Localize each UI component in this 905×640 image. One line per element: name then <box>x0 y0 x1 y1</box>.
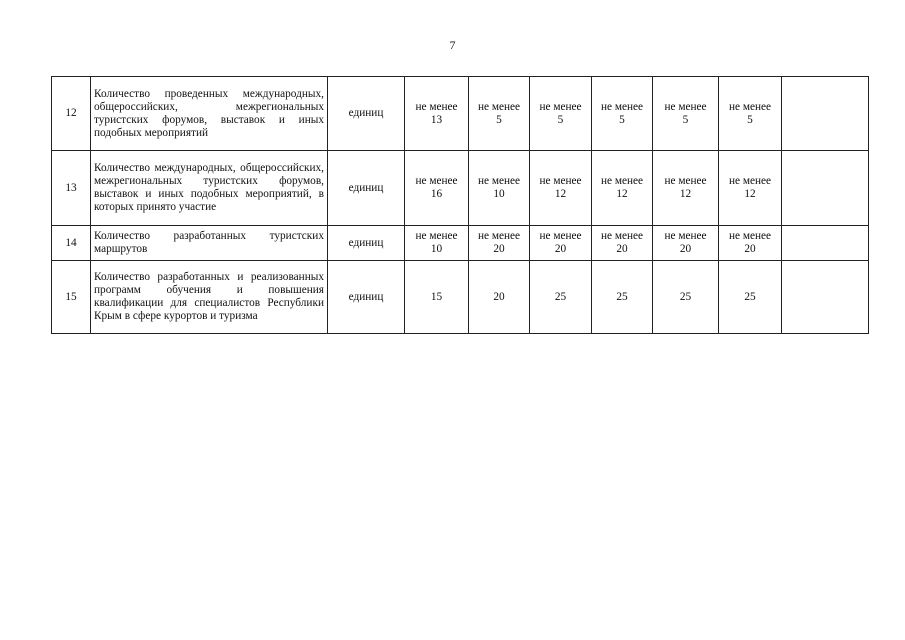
value-prefix: не менее <box>539 230 582 242</box>
value-cell <box>530 261 592 334</box>
value-cell <box>530 151 592 226</box>
value-cell <box>719 77 782 151</box>
table-row <box>52 77 869 151</box>
value-number: 20 <box>493 243 505 255</box>
value-cell <box>469 261 530 334</box>
value-cell <box>719 226 782 261</box>
note-cell <box>782 226 869 261</box>
value-cell <box>592 261 653 334</box>
value-cell <box>405 77 469 151</box>
value-number: 5 <box>682 113 689 126</box>
table-row <box>52 151 869 226</box>
value-number: 20 <box>554 243 567 255</box>
value-cell <box>530 226 592 261</box>
row-number: 15 <box>52 261 91 334</box>
value-number: 25 <box>554 290 567 303</box>
value-prefix: не менее <box>539 100 582 113</box>
value-cell <box>592 77 653 151</box>
value-number: 25 <box>616 290 628 303</box>
value-cell <box>719 261 782 334</box>
value-number: 5 <box>557 113 564 126</box>
value-cell <box>719 151 782 226</box>
value-prefix: не менее <box>539 175 582 187</box>
value-number: 10 <box>430 243 443 255</box>
value-prefix: не менее <box>600 175 644 187</box>
value-number: 12 <box>744 188 756 200</box>
value-cell <box>405 261 469 334</box>
value-cell <box>469 151 530 226</box>
value-prefix: не менее <box>477 230 521 242</box>
value-number: 12 <box>554 188 567 200</box>
value-number: 13 <box>430 113 443 126</box>
value-number: 5 <box>496 113 502 126</box>
table-row <box>52 226 869 261</box>
value-prefix: не менее <box>664 230 707 242</box>
value-prefix: не менее <box>664 100 707 113</box>
value-prefix: не менее <box>415 100 458 113</box>
unit-cell: единиц <box>328 77 405 151</box>
value-prefix: не менее <box>477 100 521 113</box>
indicator-name: Количество разработанных и реализованных программ обучения и повышения квалификации для специалистов Республики Крым в сфере курортов и туризма <box>91 261 328 334</box>
value-prefix: не менее <box>415 175 458 187</box>
value-number: 20 <box>744 243 756 255</box>
value-number: 20 <box>493 290 505 303</box>
value-cell <box>653 151 719 226</box>
value-number: 12 <box>616 188 628 200</box>
value-prefix: не менее <box>664 175 707 187</box>
value-number: 20 <box>679 243 692 255</box>
value-number: 5 <box>619 113 625 126</box>
value-cell <box>653 261 719 334</box>
value-number: 20 <box>616 243 628 255</box>
row-number: 14 <box>52 226 91 261</box>
value-cell <box>592 151 653 226</box>
value-prefix: не менее <box>415 230 458 242</box>
indicator-name: Количество разработанных туристских маршрутов <box>91 226 328 261</box>
value-number: 25 <box>679 290 692 303</box>
value-prefix: не менее <box>477 175 521 187</box>
value-number: 15 <box>430 290 443 303</box>
indicator-name: Количество международных, общероссийских, межрегиональных туристских форумов, выставок и иных подобных мероприятий, в которых принято участие <box>91 151 328 226</box>
note-cell <box>782 77 869 151</box>
value-cell <box>592 226 653 261</box>
unit-cell: единиц <box>328 226 405 261</box>
value-prefix: не менее <box>728 175 772 187</box>
note-cell <box>782 151 869 226</box>
value-cell <box>469 77 530 151</box>
value-cell <box>653 226 719 261</box>
row-number: 13 <box>52 151 91 226</box>
page-number: 7 <box>449 38 456 52</box>
value-number: 10 <box>493 188 505 200</box>
value-cell <box>405 151 469 226</box>
unit-cell: единиц <box>328 261 405 334</box>
value-prefix: не менее <box>600 100 644 113</box>
value-cell <box>530 77 592 151</box>
value-prefix: не менее <box>728 230 772 242</box>
value-cell <box>469 226 530 261</box>
table-row <box>52 261 869 334</box>
row-number: 12 <box>52 77 91 151</box>
indicators-table <box>51 76 869 334</box>
value-number: 12 <box>679 188 692 200</box>
value-cell <box>653 77 719 151</box>
value-prefix: не менее <box>600 230 644 242</box>
value-number: 5 <box>747 113 753 126</box>
value-prefix: не менее <box>728 100 772 113</box>
value-cell <box>405 226 469 261</box>
value-number: 16 <box>430 188 443 200</box>
value-number: 25 <box>744 290 756 303</box>
unit-cell: единиц <box>328 151 405 226</box>
indicator-name: Количество проведенных международных, общероссийских, межрегиональных туристских форумов, выставок и иных подобных мероприятий <box>91 77 328 151</box>
note-cell <box>782 261 869 334</box>
